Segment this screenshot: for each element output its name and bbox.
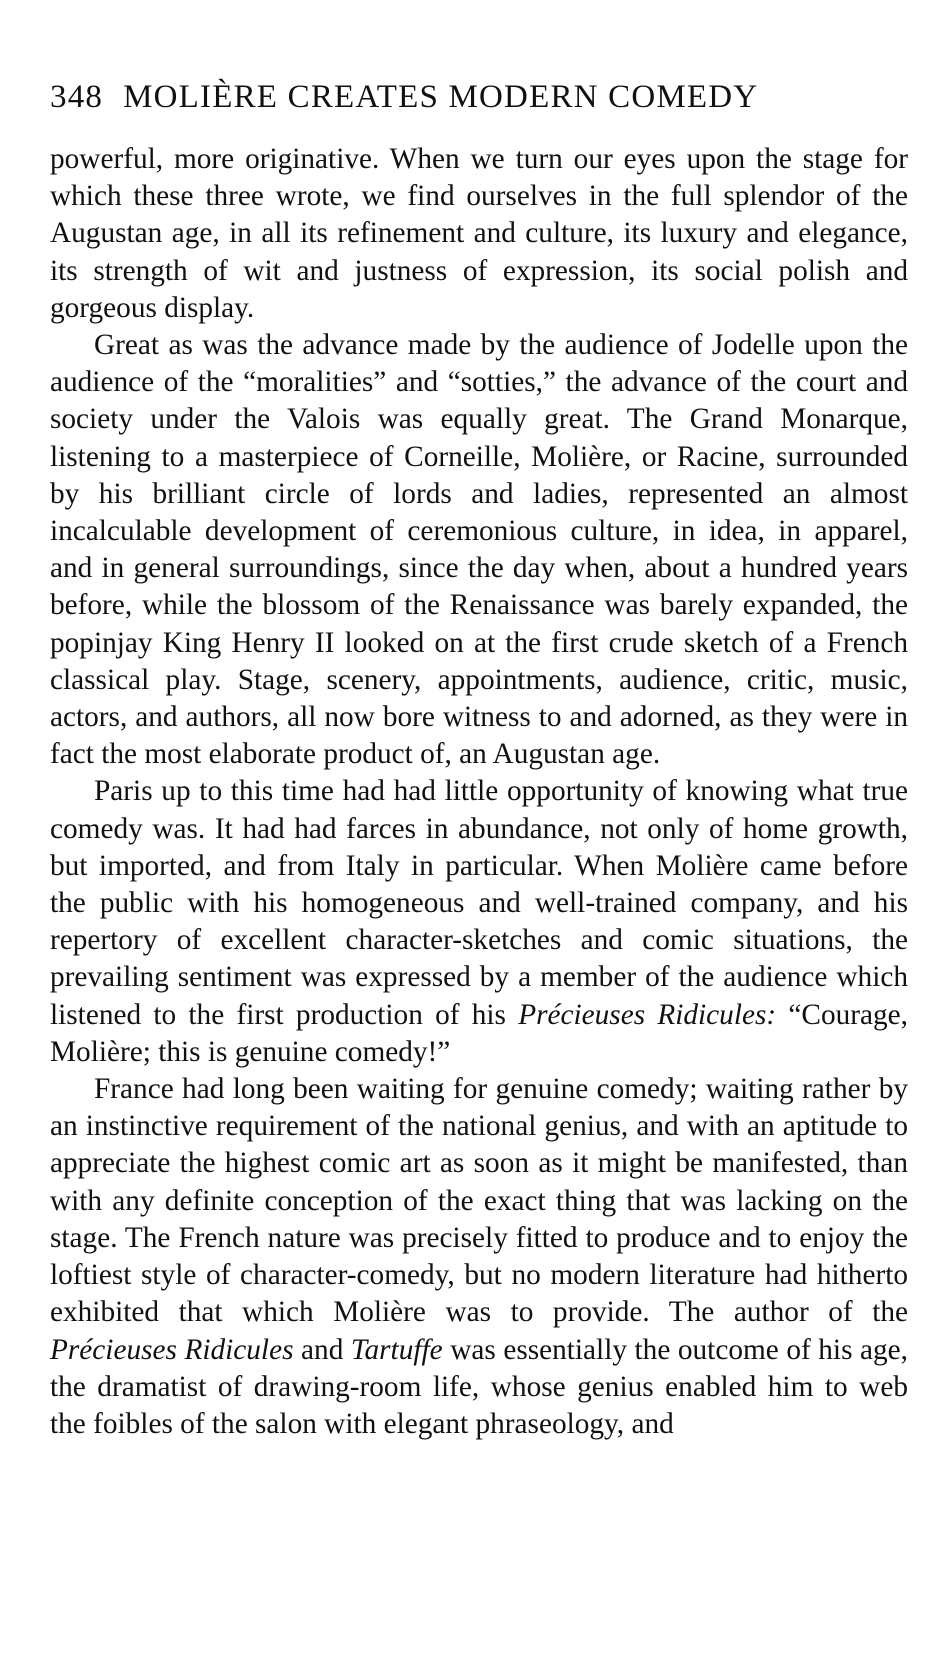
paragraph-1-text: powerful, more originative. When we turn our eyes upon the stage for which these three wrote, we find ourselves in the full splendor of the Augustan age, in all its refinement and culture, its luxury and elegance, its strength of wit and justness of expression, its social polish and gorgeous display. <box>50 143 908 324</box>
play-title-tartuffe: Tartuffe <box>350 1333 443 1366</box>
paragraph-4-text-after: was essentially the outcome of his age, the dramatist of drawing-room life, whose genius enabled him to web the foibles of the salon with elegant phraseology, and <box>50 1333 909 1440</box>
paragraph-3-text-before: Paris up to this time had had little opportunity of knowing what true comedy was. It had had farces in abundance, not only of home growth, but imported, and from Italy in particular. When Molière came before the public with his homogeneous and well-trained company, and his repertory of excellent character-sketches and comic situations, the prevailing sentiment was expressed by a member of the audience which listened to the first production of his <box>50 775 908 1031</box>
body-text <box>50 141 908 1443</box>
paragraph-3-text-after: “Courage, Molière; this is genuine comedy!” <box>50 998 908 1068</box>
play-title-precieuses: Précieuses Ridicules: <box>518 998 777 1031</box>
paragraph-2-text: Great as was the advance made by the audience of Jodelle upon the audience of the “moralities” and “sotties,” the advance of the court and society under the Valois was equally great. The Grand Monarque, listening to a masterpiece of Corneille, Molière, or Racine, surrounded by his brilliant circle of lords and ladies, represented an almost incalculable development of ceremonious culture, in idea, in apparel, and in general surroundings, since the day when, about a hundred years before, while the blossom of the Renaissance was barely expanded, the popinjay King Henry II looked on at the first crude sketch of a French classical play. Stage, scenery, appointments, audience, critic, music, actors, and authors, all now bore witness to and adorned, as they were in fact the most elaborate product of, an Augustan age. <box>50 329 908 771</box>
play-title-precieuses-2: Précieuses Ridicules <box>50 1333 294 1366</box>
running-title: MOLIÈRE CREATES MODERN COMEDY <box>123 79 759 115</box>
running-head <box>50 72 908 122</box>
page-number: 348 <box>50 79 104 115</box>
paragraph-2 <box>50 327 908 773</box>
paragraph-4-text-before: France had long been waiting for genuine comedy; waiting rather by an instinctive requirement of the national genius, and with an aptitude to appreciate the highest comic art as soon as it might be manifested, than with any definite conception of the exact thing that was lacking on the stage. The French nature was precisely fitted to produce and to enjoy the loftiest style of character-comedy, but no modern literature had hitherto exhibited that which Molière was to provide. The author of the <box>50 1073 908 1329</box>
paragraph-1 <box>50 141 908 327</box>
paragraph-4 <box>50 1071 908 1443</box>
paragraph-3 <box>50 773 908 1071</box>
paragraph-4-text-between: and <box>293 1333 351 1366</box>
book-page <box>50 0 908 1671</box>
